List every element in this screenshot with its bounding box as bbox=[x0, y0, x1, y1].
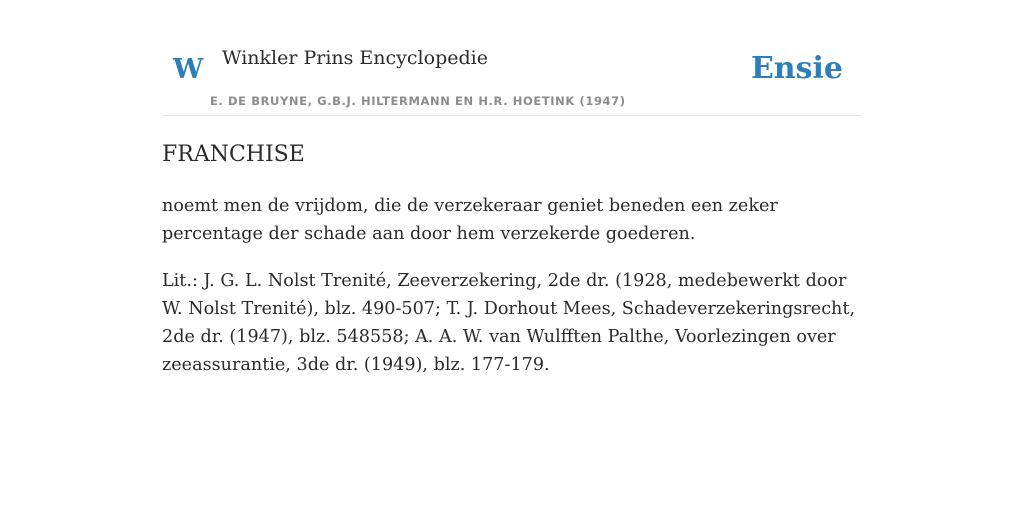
book-title[interactable]: Winkler Prins Encyclopedie bbox=[222, 47, 488, 69]
encyclopedia-logo-link[interactable]: W bbox=[173, 54, 204, 85]
definition-paragraph: noemt men de vrijdom, die de verzekeraar geniet beneden een zeker percentage der schade aan door hem verzekerde goederen. bbox=[162, 196, 778, 244]
ensie-brand-link[interactable]: Ensie bbox=[750, 51, 843, 86]
article-body bbox=[162, 192, 862, 398]
article-title: FRANCHISE bbox=[162, 142, 305, 167]
book-authors: E. DE BRUYNE, G.B.J. HILTERMANN EN H.R. HOETINK (1947) bbox=[210, 94, 626, 108]
header bbox=[162, 0, 862, 116]
page-container bbox=[162, 0, 862, 375]
literature-paragraph: Lit.: J. G. L. Nolst Trenité, Zeeverzekering, 2de dr. (1928, medebewerkt door W. Nolst Trenité), blz. 490-507; T. J. Dorhout Mees, Schadeverzekeringsrecht, 2de dr. (1947), blz. 548558; A. A. W. van Wulfften Palthe, Voorlezingen over zeeassurantie, 3de dr. (1949), blz. 177-179. bbox=[162, 271, 856, 375]
